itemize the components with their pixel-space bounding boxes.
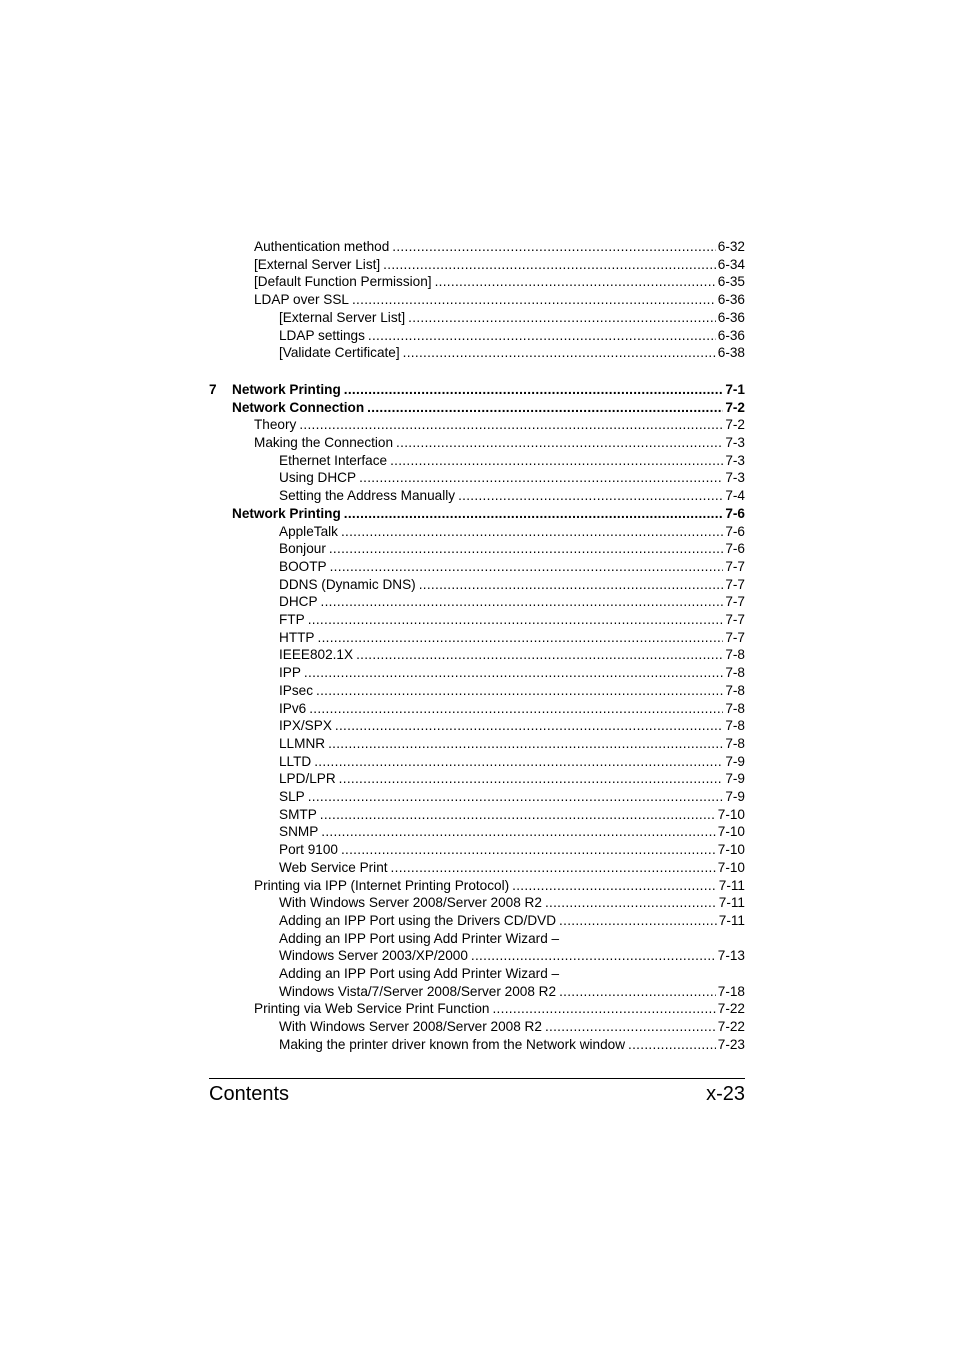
toc-entry-page: 7-8 bbox=[725, 700, 745, 716]
dot-leader bbox=[328, 735, 723, 753]
dot-leader bbox=[545, 1018, 716, 1036]
dot-leader bbox=[309, 700, 723, 718]
toc-entry-title: Web Service Print bbox=[279, 859, 388, 875]
dot-leader bbox=[299, 416, 723, 434]
toc-entry[interactable] bbox=[254, 291, 745, 309]
toc-entry-title: Using DHCP bbox=[279, 470, 357, 486]
toc-entry-page: 7-7 bbox=[725, 629, 745, 645]
footer-page-number: x-23 bbox=[706, 1083, 745, 1105]
toc-entry-title: Authentication method bbox=[254, 239, 390, 254]
toc-entry-title: Windows Vista/7/Server 2008/Server 2008 R2 bbox=[279, 983, 557, 999]
dot-leader bbox=[383, 256, 716, 274]
dot-leader bbox=[316, 682, 723, 700]
toc-entry-title: Ethernet Interface bbox=[279, 452, 388, 468]
toc-entry-page: 7-10 bbox=[717, 842, 745, 858]
dot-leader bbox=[435, 273, 716, 291]
toc-entry[interactable] bbox=[279, 735, 745, 753]
toc-entry-page: 7-22 bbox=[717, 1001, 745, 1017]
toc-entry-title: AppleTalk bbox=[279, 523, 338, 539]
toc-entry[interactable] bbox=[232, 505, 745, 523]
dot-leader bbox=[335, 717, 723, 735]
toc-entry-page: 7-2 bbox=[725, 417, 745, 433]
toc-entry[interactable] bbox=[254, 273, 745, 291]
toc-entry-page: 7-18 bbox=[717, 983, 745, 999]
toc-entry[interactable] bbox=[279, 947, 745, 965]
toc-entry-page: 7-3 bbox=[725, 452, 745, 468]
toc-entry-title: Network Printing bbox=[232, 381, 341, 397]
toc-entry-page: 7-4 bbox=[725, 488, 745, 504]
toc-entry-title: SNMP bbox=[279, 824, 319, 840]
toc-entry[interactable] bbox=[279, 327, 745, 345]
toc-entry[interactable] bbox=[279, 894, 745, 912]
dot-leader bbox=[304, 664, 723, 682]
toc-entry[interactable] bbox=[279, 611, 745, 629]
dot-leader bbox=[471, 947, 716, 965]
toc-entry-page: 7-7 bbox=[725, 558, 745, 574]
toc-entry[interactable] bbox=[279, 965, 745, 983]
toc-entry[interactable] bbox=[279, 717, 745, 735]
toc-entry-page: 7-8 bbox=[725, 735, 745, 751]
toc-entry[interactable] bbox=[279, 469, 745, 487]
toc-entry-page: 7-2 bbox=[725, 399, 745, 415]
toc-entry-title: Setting the Address Manually bbox=[279, 488, 456, 504]
toc-entry[interactable] bbox=[279, 912, 745, 930]
dot-leader bbox=[392, 238, 716, 256]
dot-leader bbox=[352, 291, 716, 309]
dot-leader bbox=[318, 629, 724, 647]
toc-entry-page: 7-8 bbox=[725, 682, 745, 698]
toc-entry[interactable] bbox=[279, 576, 745, 594]
toc-entry[interactable] bbox=[279, 930, 745, 948]
toc-entry-title: [External Server List] bbox=[279, 309, 406, 325]
toc-entry-page: 6-36 bbox=[717, 292, 745, 308]
toc-entry-title: IPX/SPX bbox=[279, 718, 332, 734]
toc-entry[interactable] bbox=[279, 1036, 745, 1054]
toc-entry[interactable] bbox=[279, 823, 745, 841]
toc-entry-title: Adding an IPP Port using Add Printer Wizard – bbox=[279, 966, 560, 981]
toc-entry-page: 7-7 bbox=[725, 594, 745, 610]
dot-leader bbox=[408, 309, 716, 327]
toc-entry-page: 7-6 bbox=[725, 541, 745, 557]
toc-entry-page: 7-8 bbox=[725, 718, 745, 734]
toc-entry-page: 6-34 bbox=[717, 256, 745, 272]
toc-entry[interactable] bbox=[279, 859, 745, 877]
toc-entry[interactable] bbox=[279, 593, 745, 611]
toc-entry-title: Adding an IPP Port using the Drivers CD/DVD bbox=[279, 912, 557, 928]
toc-entry-title: SMTP bbox=[279, 806, 317, 822]
toc-entry-title: Network Connection bbox=[232, 399, 365, 415]
toc-entry-page: 7-9 bbox=[725, 771, 745, 787]
toc-entry-title: [Validate Certificate] bbox=[279, 345, 400, 361]
toc-entry[interactable] bbox=[279, 646, 745, 664]
dot-leader bbox=[314, 753, 723, 771]
dot-leader bbox=[545, 894, 717, 912]
chapter-number: 7 bbox=[209, 381, 217, 397]
toc-entry[interactable] bbox=[254, 238, 745, 256]
toc-entry-title: Making the Connection bbox=[254, 435, 394, 450]
toc-entry-page: 6-35 bbox=[717, 274, 745, 290]
dot-leader bbox=[344, 505, 724, 523]
toc-entry-title: SLP bbox=[279, 789, 305, 804]
toc-entry-page: 7-1 bbox=[725, 381, 745, 397]
toc-entry-title: BOOTP bbox=[279, 558, 327, 574]
toc-entry[interactable] bbox=[254, 256, 745, 274]
toc-entry-page: 7-8 bbox=[725, 665, 745, 681]
dot-leader bbox=[458, 487, 723, 505]
footer-divider bbox=[209, 1078, 745, 1079]
toc-entry-title: IPP bbox=[279, 665, 301, 681]
toc-entry[interactable] bbox=[279, 558, 745, 576]
toc-entry-title: DHCP bbox=[279, 594, 318, 610]
dot-leader bbox=[419, 576, 724, 594]
toc-entry-title: DDNS (Dynamic DNS) bbox=[279, 576, 416, 592]
toc-entry-page: 6-38 bbox=[717, 345, 745, 361]
toc-entry-page: 7-22 bbox=[717, 1019, 745, 1035]
toc-entry-page: 7-8 bbox=[725, 647, 745, 663]
toc-entry-page: 6-36 bbox=[717, 327, 745, 343]
dot-leader bbox=[321, 823, 716, 841]
dot-leader bbox=[391, 859, 716, 877]
toc-entry-page: 7-13 bbox=[717, 948, 745, 964]
toc-entry-title: Bonjour bbox=[279, 541, 326, 557]
toc-entry[interactable] bbox=[279, 664, 745, 682]
dot-leader bbox=[321, 593, 724, 611]
toc-entry[interactable] bbox=[254, 434, 745, 452]
toc-entry-title: LLMNR bbox=[279, 735, 326, 751]
toc-entry[interactable] bbox=[279, 629, 745, 647]
toc-entry-page: 7-3 bbox=[725, 470, 745, 486]
toc-entry[interactable] bbox=[254, 1000, 745, 1018]
toc-entry-page: 7-23 bbox=[717, 1036, 745, 1052]
toc-entry-page: 7-11 bbox=[718, 912, 745, 928]
toc-entry-title: FTP bbox=[279, 612, 305, 627]
toc-entry-title: Network Printing bbox=[232, 505, 341, 521]
toc-entry[interactable] bbox=[279, 452, 745, 470]
toc-entry-page: 7-6 bbox=[725, 505, 745, 521]
toc-entry[interactable] bbox=[279, 788, 745, 806]
dot-leader bbox=[330, 558, 724, 576]
toc-entry-page: 7-3 bbox=[725, 435, 745, 450]
toc-entry-title: Adding an IPP Port using Add Printer Wizard – bbox=[279, 930, 560, 946]
dot-leader bbox=[403, 344, 716, 362]
toc-entry-title: [External Server List] bbox=[254, 256, 381, 272]
toc-entry-page: 7-11 bbox=[718, 877, 745, 893]
toc-entry[interactable] bbox=[254, 877, 745, 895]
toc-entry-title: [Default Function Permission] bbox=[254, 274, 432, 290]
dot-leader bbox=[329, 540, 723, 558]
toc-entry-title: Port 9100 bbox=[279, 842, 338, 858]
footer-section-title: Contents bbox=[209, 1083, 290, 1105]
toc-entry-page: 6-32 bbox=[717, 239, 745, 254]
dot-leader bbox=[396, 434, 723, 452]
toc-entry-title: IEEE802.1X bbox=[279, 647, 354, 663]
dot-leader bbox=[359, 469, 723, 487]
dot-leader bbox=[341, 523, 723, 541]
dot-leader bbox=[390, 452, 723, 470]
toc-entry[interactable] bbox=[279, 523, 745, 541]
toc-entry-title: LLTD bbox=[279, 753, 312, 769]
toc-entry[interactable] bbox=[279, 344, 745, 362]
toc-entry-page: 7-7 bbox=[725, 612, 745, 627]
toc-entry[interactable] bbox=[279, 753, 745, 771]
toc-entry-title: HTTP bbox=[279, 629, 315, 645]
toc-entry[interactable] bbox=[279, 309, 745, 327]
dot-leader bbox=[356, 646, 723, 664]
toc-entry-page: 7-6 bbox=[725, 523, 745, 539]
toc-entry-page: 6-36 bbox=[717, 309, 745, 325]
toc-entry[interactable] bbox=[279, 806, 745, 824]
toc-entry-title: With Windows Server 2008/Server 2008 R2 bbox=[279, 1019, 542, 1035]
toc-entry-title: Windows Server 2003/XP/2000 bbox=[279, 948, 468, 964]
toc-entry-title: Making the printer driver known from the Network window bbox=[279, 1036, 626, 1052]
toc-entry-title: LDAP over SSL bbox=[254, 292, 349, 308]
toc-entry-title: Printing via IPP (Internet Printing Protocol) bbox=[254, 877, 510, 893]
toc-entry[interactable] bbox=[279, 487, 745, 505]
dot-leader bbox=[308, 788, 724, 806]
toc-entry-page: 7-7 bbox=[725, 576, 745, 592]
toc-entry-title: LDAP settings bbox=[279, 327, 365, 343]
dot-leader bbox=[512, 877, 717, 895]
toc-entry[interactable] bbox=[279, 1018, 745, 1036]
dot-leader bbox=[628, 1036, 716, 1054]
toc-entry-title: IPsec bbox=[279, 682, 313, 698]
dot-leader bbox=[559, 983, 716, 1001]
toc-entry-page: 7-10 bbox=[717, 859, 745, 875]
toc-entry-title: LPD/LPR bbox=[279, 771, 336, 787]
toc-entry-page: 7-9 bbox=[725, 789, 745, 804]
dot-leader bbox=[339, 770, 724, 788]
toc-entry[interactable] bbox=[279, 682, 745, 700]
toc-entry[interactable] bbox=[232, 399, 745, 417]
dot-leader bbox=[308, 611, 724, 629]
dot-leader bbox=[368, 327, 716, 345]
dot-leader bbox=[341, 841, 716, 859]
toc-entry[interactable] bbox=[279, 540, 745, 558]
toc-entry[interactable] bbox=[279, 700, 745, 718]
toc-entry[interactable] bbox=[279, 770, 745, 788]
dot-leader bbox=[320, 806, 716, 824]
toc-entry-page: 7-10 bbox=[717, 806, 745, 822]
toc-entry[interactable] bbox=[279, 841, 745, 859]
toc-entry-title: IPv6 bbox=[279, 700, 307, 716]
dot-leader bbox=[559, 912, 717, 930]
toc-entry-title: Printing via Web Service Print Function bbox=[254, 1001, 490, 1017]
toc-entry-page: 7-10 bbox=[717, 824, 745, 840]
toc-entry-title: With Windows Server 2008/Server 2008 R2 bbox=[279, 895, 542, 911]
toc-entry[interactable] bbox=[232, 381, 745, 399]
toc-entry[interactable] bbox=[279, 983, 745, 1001]
toc-entry-title: Theory bbox=[254, 417, 297, 433]
toc-entry-page: 7-11 bbox=[718, 895, 745, 911]
dot-leader bbox=[344, 381, 724, 399]
dot-leader bbox=[492, 1000, 715, 1018]
dot-leader bbox=[367, 399, 723, 417]
toc-entry[interactable] bbox=[254, 416, 745, 434]
toc-entry-page: 7-9 bbox=[725, 753, 745, 769]
